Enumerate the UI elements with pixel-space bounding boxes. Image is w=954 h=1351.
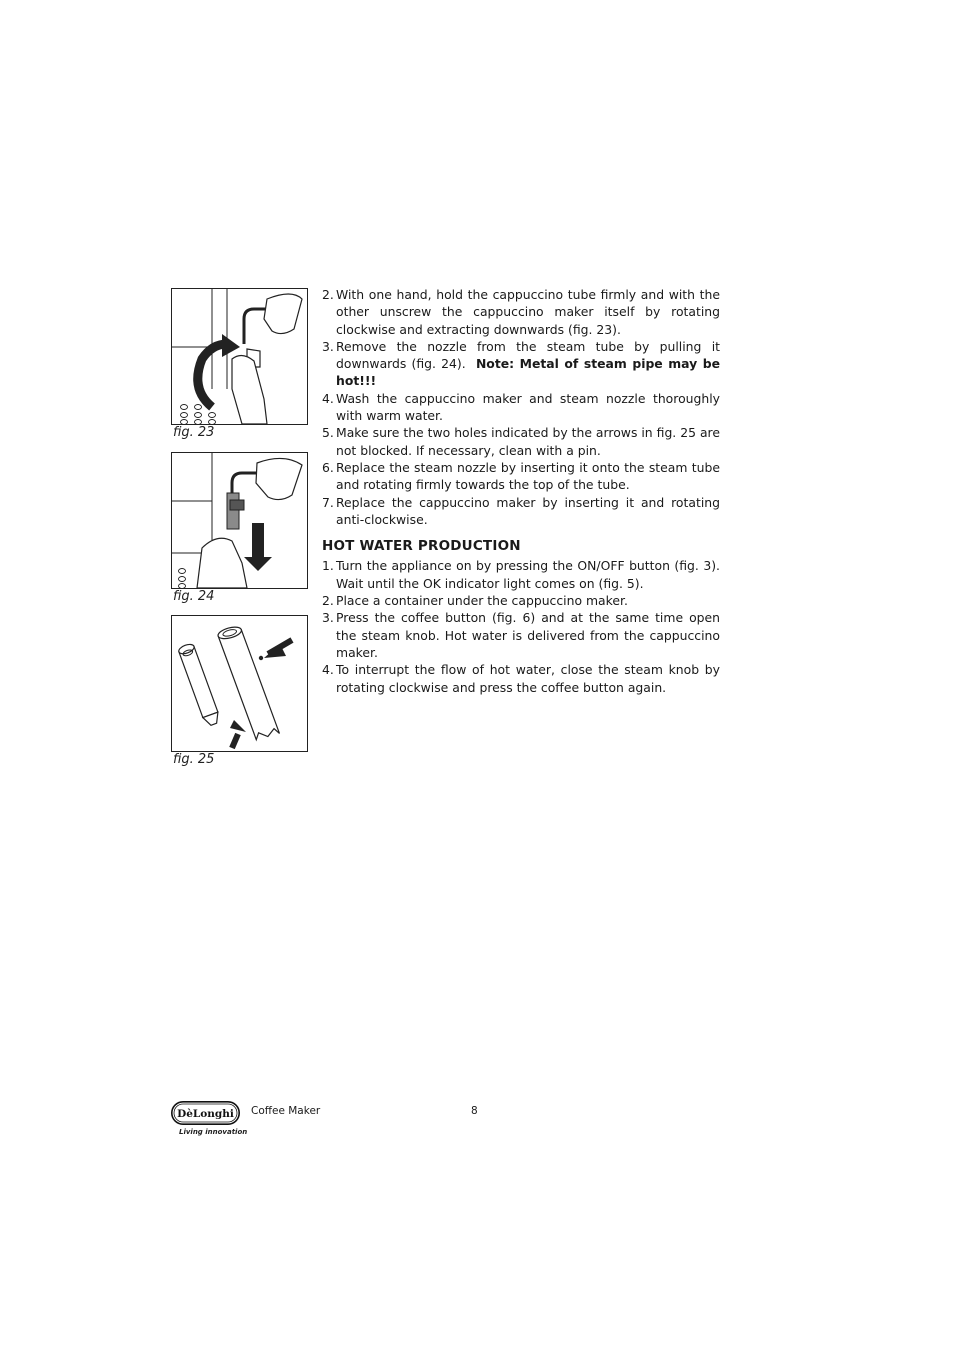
brand-logo-badge	[171, 1101, 240, 1125]
step-number: 6.	[322, 459, 334, 475]
figure-23	[171, 288, 308, 425]
figure-23-illustration	[172, 289, 307, 424]
step-text: Place a container under the cappuccino maker.	[336, 593, 628, 609]
step-text: Replace the cappuccino maker by inserting it and rotating anti-clockwise.	[336, 494, 720, 527]
step-text: Replace the steam nozzle by inserting it onto the steam tube and rotating firmly towards the top of the tube.	[336, 459, 720, 493]
step-4	[322, 390, 720, 425]
step-text-body: Remove the nozzle from the steam tube by pulling it downwards (fig. 24).	[336, 338, 720, 372]
step-number: 1.	[322, 558, 334, 574]
figure-24-caption: fig. 24	[173, 589, 215, 604]
step-number: 5.	[322, 425, 334, 441]
step-number: 4.	[322, 662, 334, 678]
step-text	[336, 338, 720, 390]
hot-water-step-1	[322, 557, 720, 592]
hot-water-step-3	[322, 609, 720, 661]
step-3	[322, 338, 720, 390]
step-5	[322, 424, 720, 459]
brand-tagline: Living innovation	[179, 1128, 248, 1136]
step-text: Wash the cappuccino maker and steam nozzle thoroughly with warm water.	[336, 390, 720, 424]
page-number: 8	[471, 1105, 478, 1117]
step-text: Turn the appliance on by pressing the ON/OFF button (fig. 3). Wait until the OK indicator light comes on (fig. 5).	[336, 558, 720, 591]
brand-logo	[171, 1101, 240, 1125]
figure-25-illustration	[172, 616, 307, 751]
hot-metal-warning: Note: Metal of steam pipe may be hot!!!	[336, 356, 720, 389]
step-text: To interrupt the flow of hot water, close the steam knob by rotating clockwise and press the coffee button again.	[336, 662, 720, 695]
instructions-column	[322, 286, 720, 696]
step-number: 3.	[322, 610, 334, 626]
step-number: 2.	[322, 593, 334, 609]
step-number: 7.	[322, 494, 334, 510]
document-title: Coffee Maker	[251, 1105, 321, 1117]
step-number: 4.	[322, 390, 334, 406]
step-text: Press the coffee button (fig. 6) and at the same time open the steam knob. Hot water is delivered from the cappuccino maker.	[336, 610, 720, 660]
figure-25-caption: fig. 25	[173, 752, 215, 767]
step-2	[322, 286, 720, 338]
step-number: 3.	[322, 338, 334, 354]
step-6	[322, 459, 720, 494]
step-text: Make sure the two holes indicated by the arrows in fig. 25 are not blocked. If necessary, clean with a pin.	[336, 425, 720, 458]
brand-name: DèLonghi	[177, 1108, 234, 1120]
hot-water-step-4	[322, 661, 720, 696]
section-heading: HOT WATER PRODUCTION	[322, 538, 521, 555]
figure-23-caption: fig. 23	[173, 425, 215, 440]
figure-25	[171, 615, 308, 752]
step-text: With one hand, hold the cappuccino tube firmly and with the other unscrew the cappuccino maker itself by rotating clockwise and extracting downwards (fig. 23).	[336, 287, 720, 337]
figure-24	[171, 452, 308, 589]
step-number: 2.	[322, 287, 334, 302]
step-7	[322, 494, 720, 529]
figure-24-illustration	[172, 453, 307, 588]
hot-water-step-2	[322, 592, 720, 609]
